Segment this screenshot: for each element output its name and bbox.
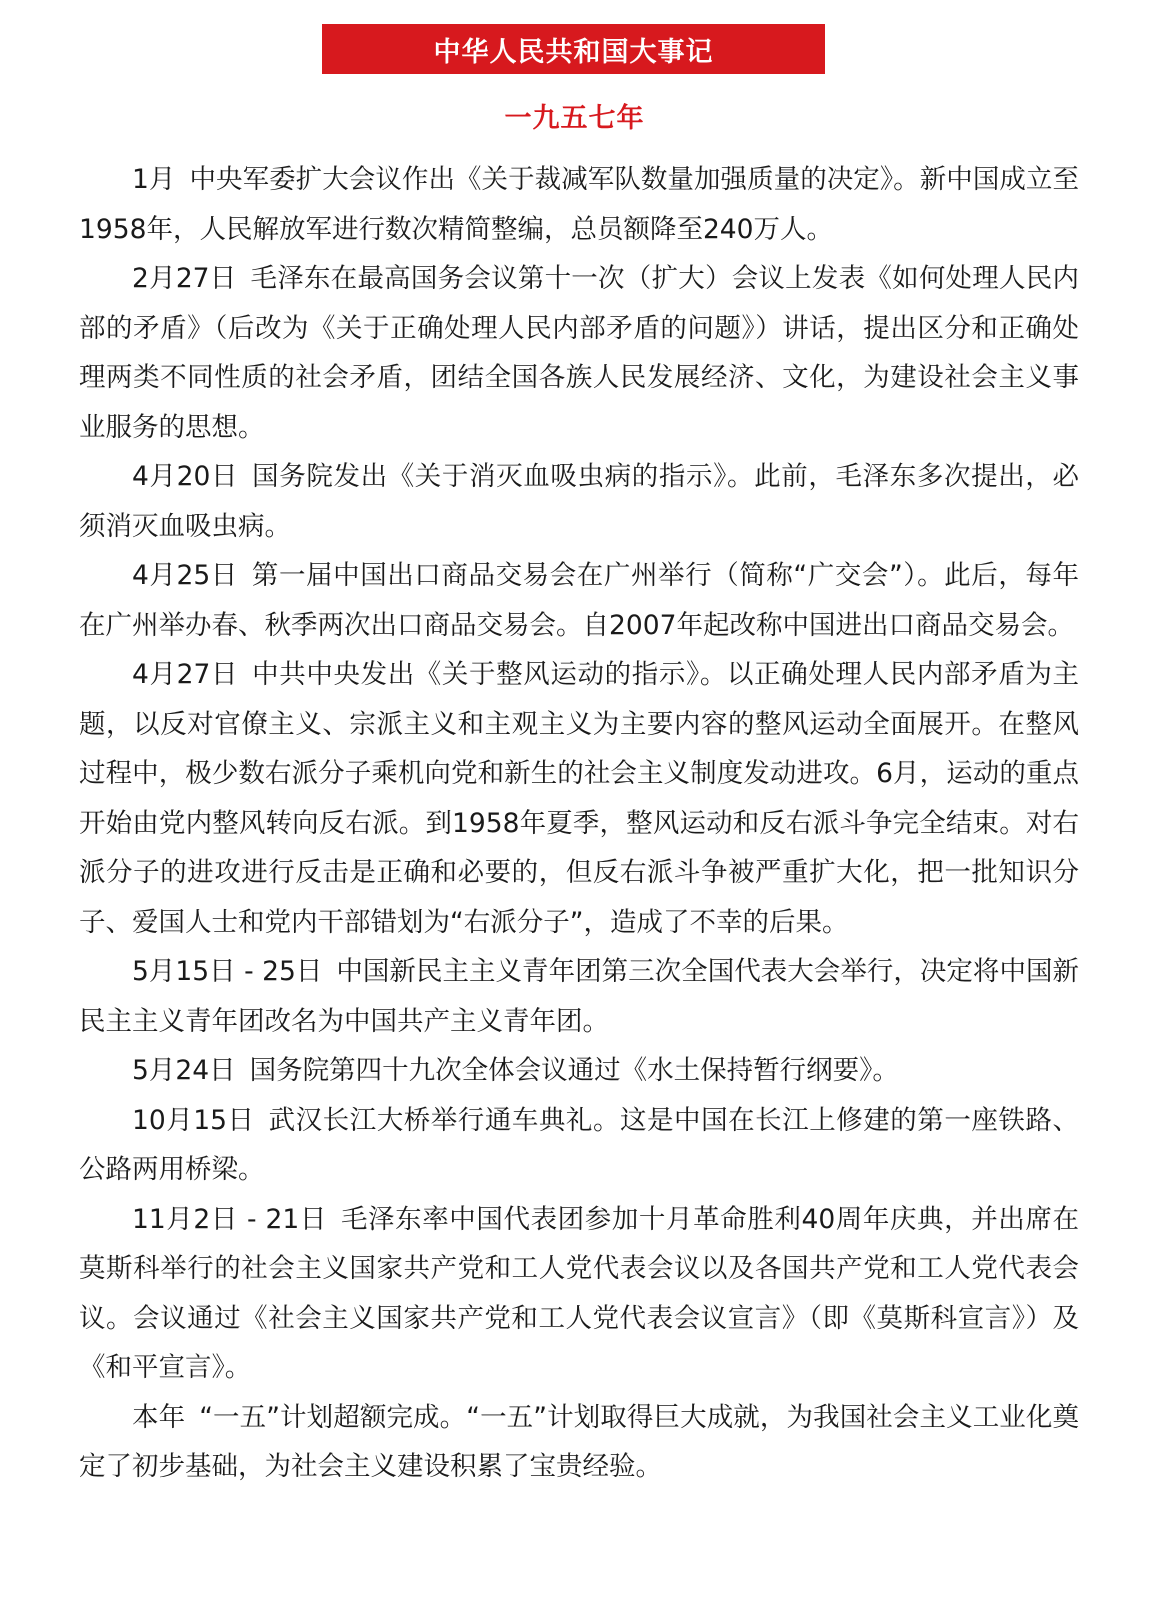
chronicle-entry (79, 1195, 1079, 1393)
chronicle-entry (79, 1046, 1079, 1096)
entry-date: 1月 (132, 164, 176, 195)
entry-date: 5月15日 - 25日 (132, 956, 323, 987)
chronicle-entry (79, 551, 1079, 650)
chronicle-entry (79, 1096, 1079, 1195)
chronicle-entry (79, 452, 1079, 551)
chronicle-entry (79, 155, 1079, 254)
entry-date: 2月27日 (132, 263, 237, 294)
entry-text: 第一届中国出口商品交易会在广州举行（简称“广交会”）。此后，每年在广州举办春、秋季两次出口商品交易会。自2007年起改称中国进出口商品交易会。 (79, 560, 1079, 641)
entry-date: 本年 (132, 1401, 186, 1433)
entry-date: 10月15日 (132, 1104, 255, 1136)
entry-text: 中共中央发出《关于整风运动的指示》。以正确处理人民内部矛盾为主题，以反对官僚主义、宗派主义和主观主义为主要内容的整风运动全面展开。在整风过程中，极少数右派分子乘机向党和新生的社会主义制度发动进攻。6月，运动的重点开始由党内整风转向反右派。到1958年夏季，整风运动和反右派斗争完全结束。对右派分子的进攻进行反击是正确和必要的，但反右派斗争被严重扩大化，把一批知识分子、爱国人士和党内干部错划为“右派分子”，造成了不幸的后果。 (79, 659, 1079, 938)
chronicle-entry (79, 947, 1079, 1046)
chronicle-body (79, 155, 1079, 1492)
entry-date: 4月20日 (132, 461, 239, 492)
entry-text: 国务院第四十九次全体会议通过《水土保持暂行纲要》。 (249, 1055, 899, 1086)
entry-date: 5月24日 (132, 1055, 236, 1086)
entry-text: 武汉长江大桥举行通车典礼。这是中国在长江上修建的第一座铁路、公路两用桥梁。 (79, 1104, 1079, 1185)
entry-text: 国务院发出《关于消灭血吸虫病的指示》。此前，毛泽东多次提出，必须消灭血吸虫病。 (79, 461, 1079, 542)
entry-text: “一五”计划超额完成。“一五”计划取得巨大成就，为我国社会主义工业化奠定了初步基础，为社会主义建设积累了宝贵经验。 (79, 1401, 1079, 1482)
chronicle-entry (79, 650, 1079, 947)
entry-date: 4月27日 (132, 659, 239, 690)
entry-text: 毛泽东率中国代表团参加十月革命胜利40周年庆典，并出席在莫斯科举行的社会主义国家共产党和工人党代表会议以及各国共产党和工人党代表会议。会议通过《社会主义国家共产党和工人党代表会议宣言》（即《莫斯科宣言》）及《和平宣言》。 (79, 1203, 1079, 1383)
entry-text: 毛泽东在最高国务会议第十一次（扩大）会议上发表《如何处理人民内部的矛盾》（后改为《关于正确处理人民内部矛盾的问题》）讲话，提出区分和正确处理两类不同性质的社会矛盾，团结全国各族人民发展经济、文化，为建设社会主义事业服务的思想。 (79, 263, 1079, 443)
title-banner (322, 24, 825, 74)
entry-text: 中央军委扩大会议作出《关于裁减军队数量加强质量的决定》。新中国成立至1958年，人民解放军进行数次精简整编，总员额降至240万人。 (79, 164, 1079, 245)
chronicle-entry (79, 254, 1079, 452)
year-heading: 一九五七年 (504, 103, 645, 134)
entry-date: 4月25日 (132, 560, 238, 591)
entry-date: 11月2日 - 21日 (132, 1203, 327, 1235)
entry-text: 中国新民主主义青年团第三次全国代表大会举行，决定将中国新民主主义青年团改名为中国共产主义青年团。 (79, 956, 1079, 1037)
chronicle-entry (79, 1393, 1079, 1492)
banner-title: 中华人民共和国大事记 (433, 36, 714, 68)
